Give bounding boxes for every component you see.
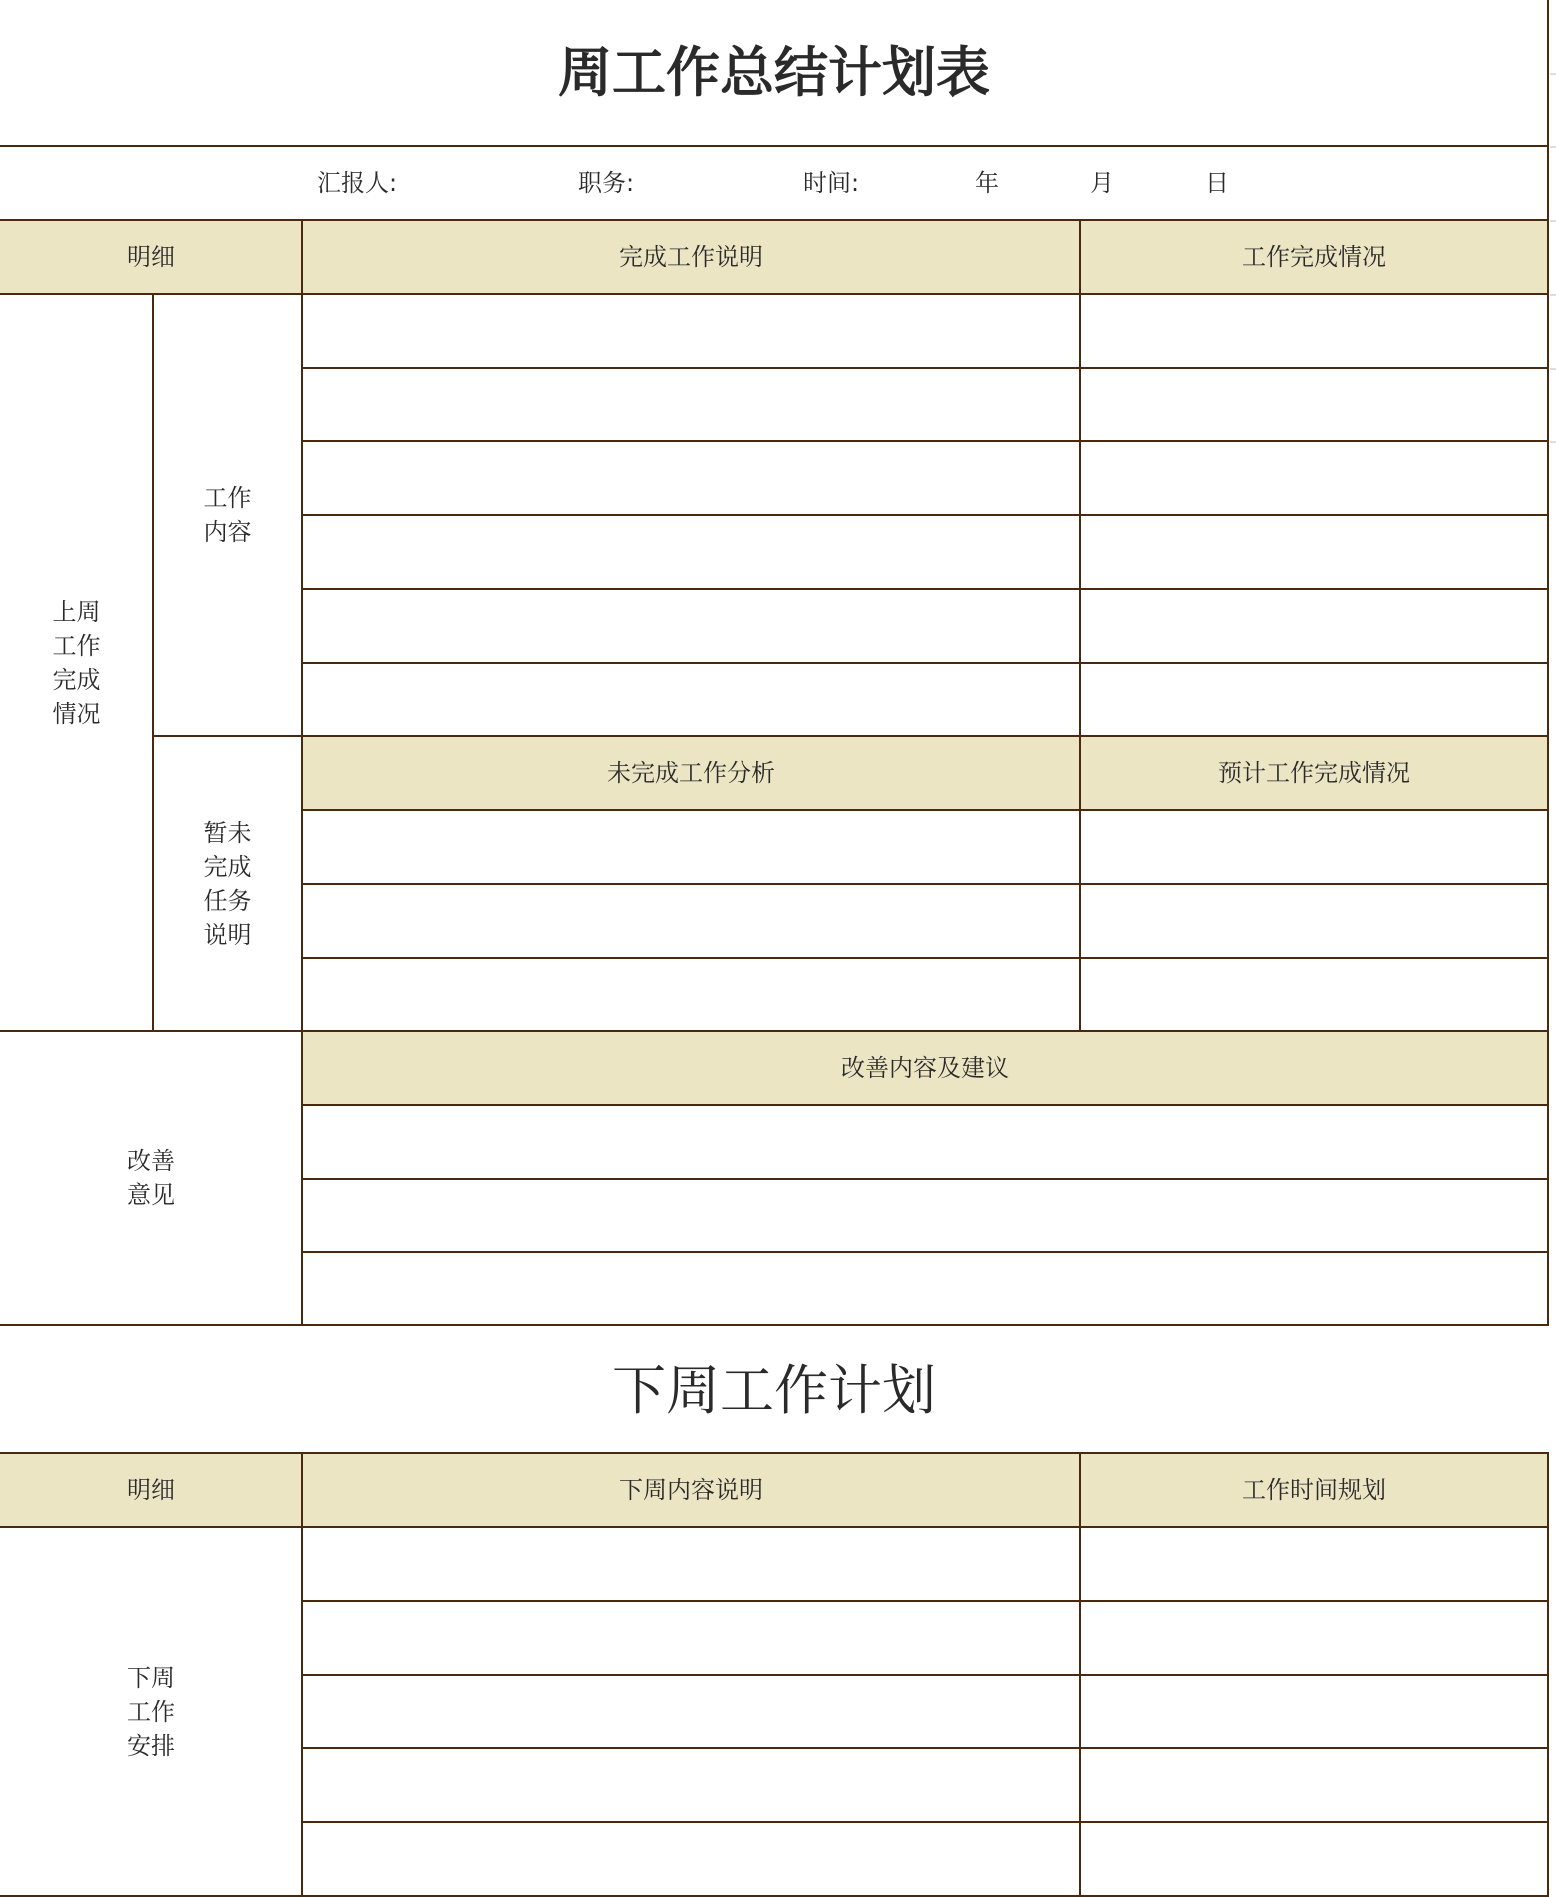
grid-line	[0, 1452, 1549, 1454]
sheet-edge-line	[1550, 294, 1556, 296]
grid-line	[302, 1747, 1549, 1749]
header-completion-status: 工作完成情况	[1080, 220, 1548, 294]
grid-line	[302, 1821, 1549, 1823]
time-label: 时间:	[803, 169, 860, 197]
improvement-header: 改善内容及建议	[302, 1031, 1548, 1105]
grid-line	[302, 957, 1549, 959]
sheet-edge-line	[1550, 220, 1556, 222]
grid-line	[0, 1526, 1549, 1528]
sheet-edge-line	[1550, 73, 1556, 75]
grid-line	[302, 588, 1549, 590]
grid-line	[1547, 0, 1549, 1325]
grid-line	[302, 367, 1549, 369]
header-completed-desc: 完成工作说明	[302, 220, 1080, 294]
grid-line	[302, 1178, 1549, 1180]
month-label: 月	[1090, 169, 1114, 197]
grid-line	[153, 735, 1549, 737]
grid-line	[302, 1251, 1549, 1253]
grid-line	[152, 294, 154, 1031]
last-week-group-label: 上周 工作 完成 情况	[52, 597, 101, 728]
grid-line	[302, 809, 1549, 811]
reporter-label: 汇报人:	[317, 169, 398, 197]
position-label: 职务:	[578, 169, 635, 197]
next-header-time-plan: 工作时间规划	[1080, 1453, 1548, 1527]
grid-line	[0, 1324, 1549, 1326]
day-label: 日	[1205, 169, 1229, 197]
expected-completion-header: 预计工作完成情况	[1080, 736, 1548, 810]
grid-line	[1079, 1453, 1081, 1897]
grid-line	[302, 1674, 1549, 1676]
sheet-edge-line	[1550, 441, 1556, 443]
unfinished-analysis-header: 未完成工作分析	[302, 736, 1080, 810]
sheet-edge-line	[1550, 368, 1556, 370]
grid-line	[302, 440, 1549, 442]
grid-line	[302, 883, 1549, 885]
grid-line	[1547, 1453, 1549, 1897]
grid-line	[0, 293, 1549, 295]
grid-line	[0, 1030, 1549, 1032]
sheet-edge-line	[1550, 146, 1556, 148]
grid-line	[302, 662, 1549, 664]
next-week-group-label: 下周 工作 安排	[127, 1664, 175, 1760]
next-week-title: 下周工作计划	[612, 1359, 936, 1422]
header-detail: 明细	[0, 220, 302, 294]
page-title: 周工作总结计划表	[558, 41, 990, 104]
grid-line	[302, 1600, 1549, 1602]
grid-line	[0, 219, 1549, 221]
improvement-label: 改善 意见	[127, 1147, 175, 1209]
unfinished-label: 暂未 完成 任务 说明	[203, 818, 252, 949]
grid-line	[301, 220, 303, 1325]
year-label: 年	[975, 169, 999, 197]
grid-line	[302, 514, 1549, 516]
grid-line	[0, 145, 1549, 147]
work-content-label: 工作 内容	[203, 484, 252, 546]
grid-line	[301, 1453, 303, 1897]
next-header-content: 下周内容说明	[302, 1453, 1080, 1527]
grid-line	[1079, 220, 1081, 1031]
next-header-detail: 明细	[0, 1453, 302, 1527]
grid-line	[302, 1104, 1549, 1106]
